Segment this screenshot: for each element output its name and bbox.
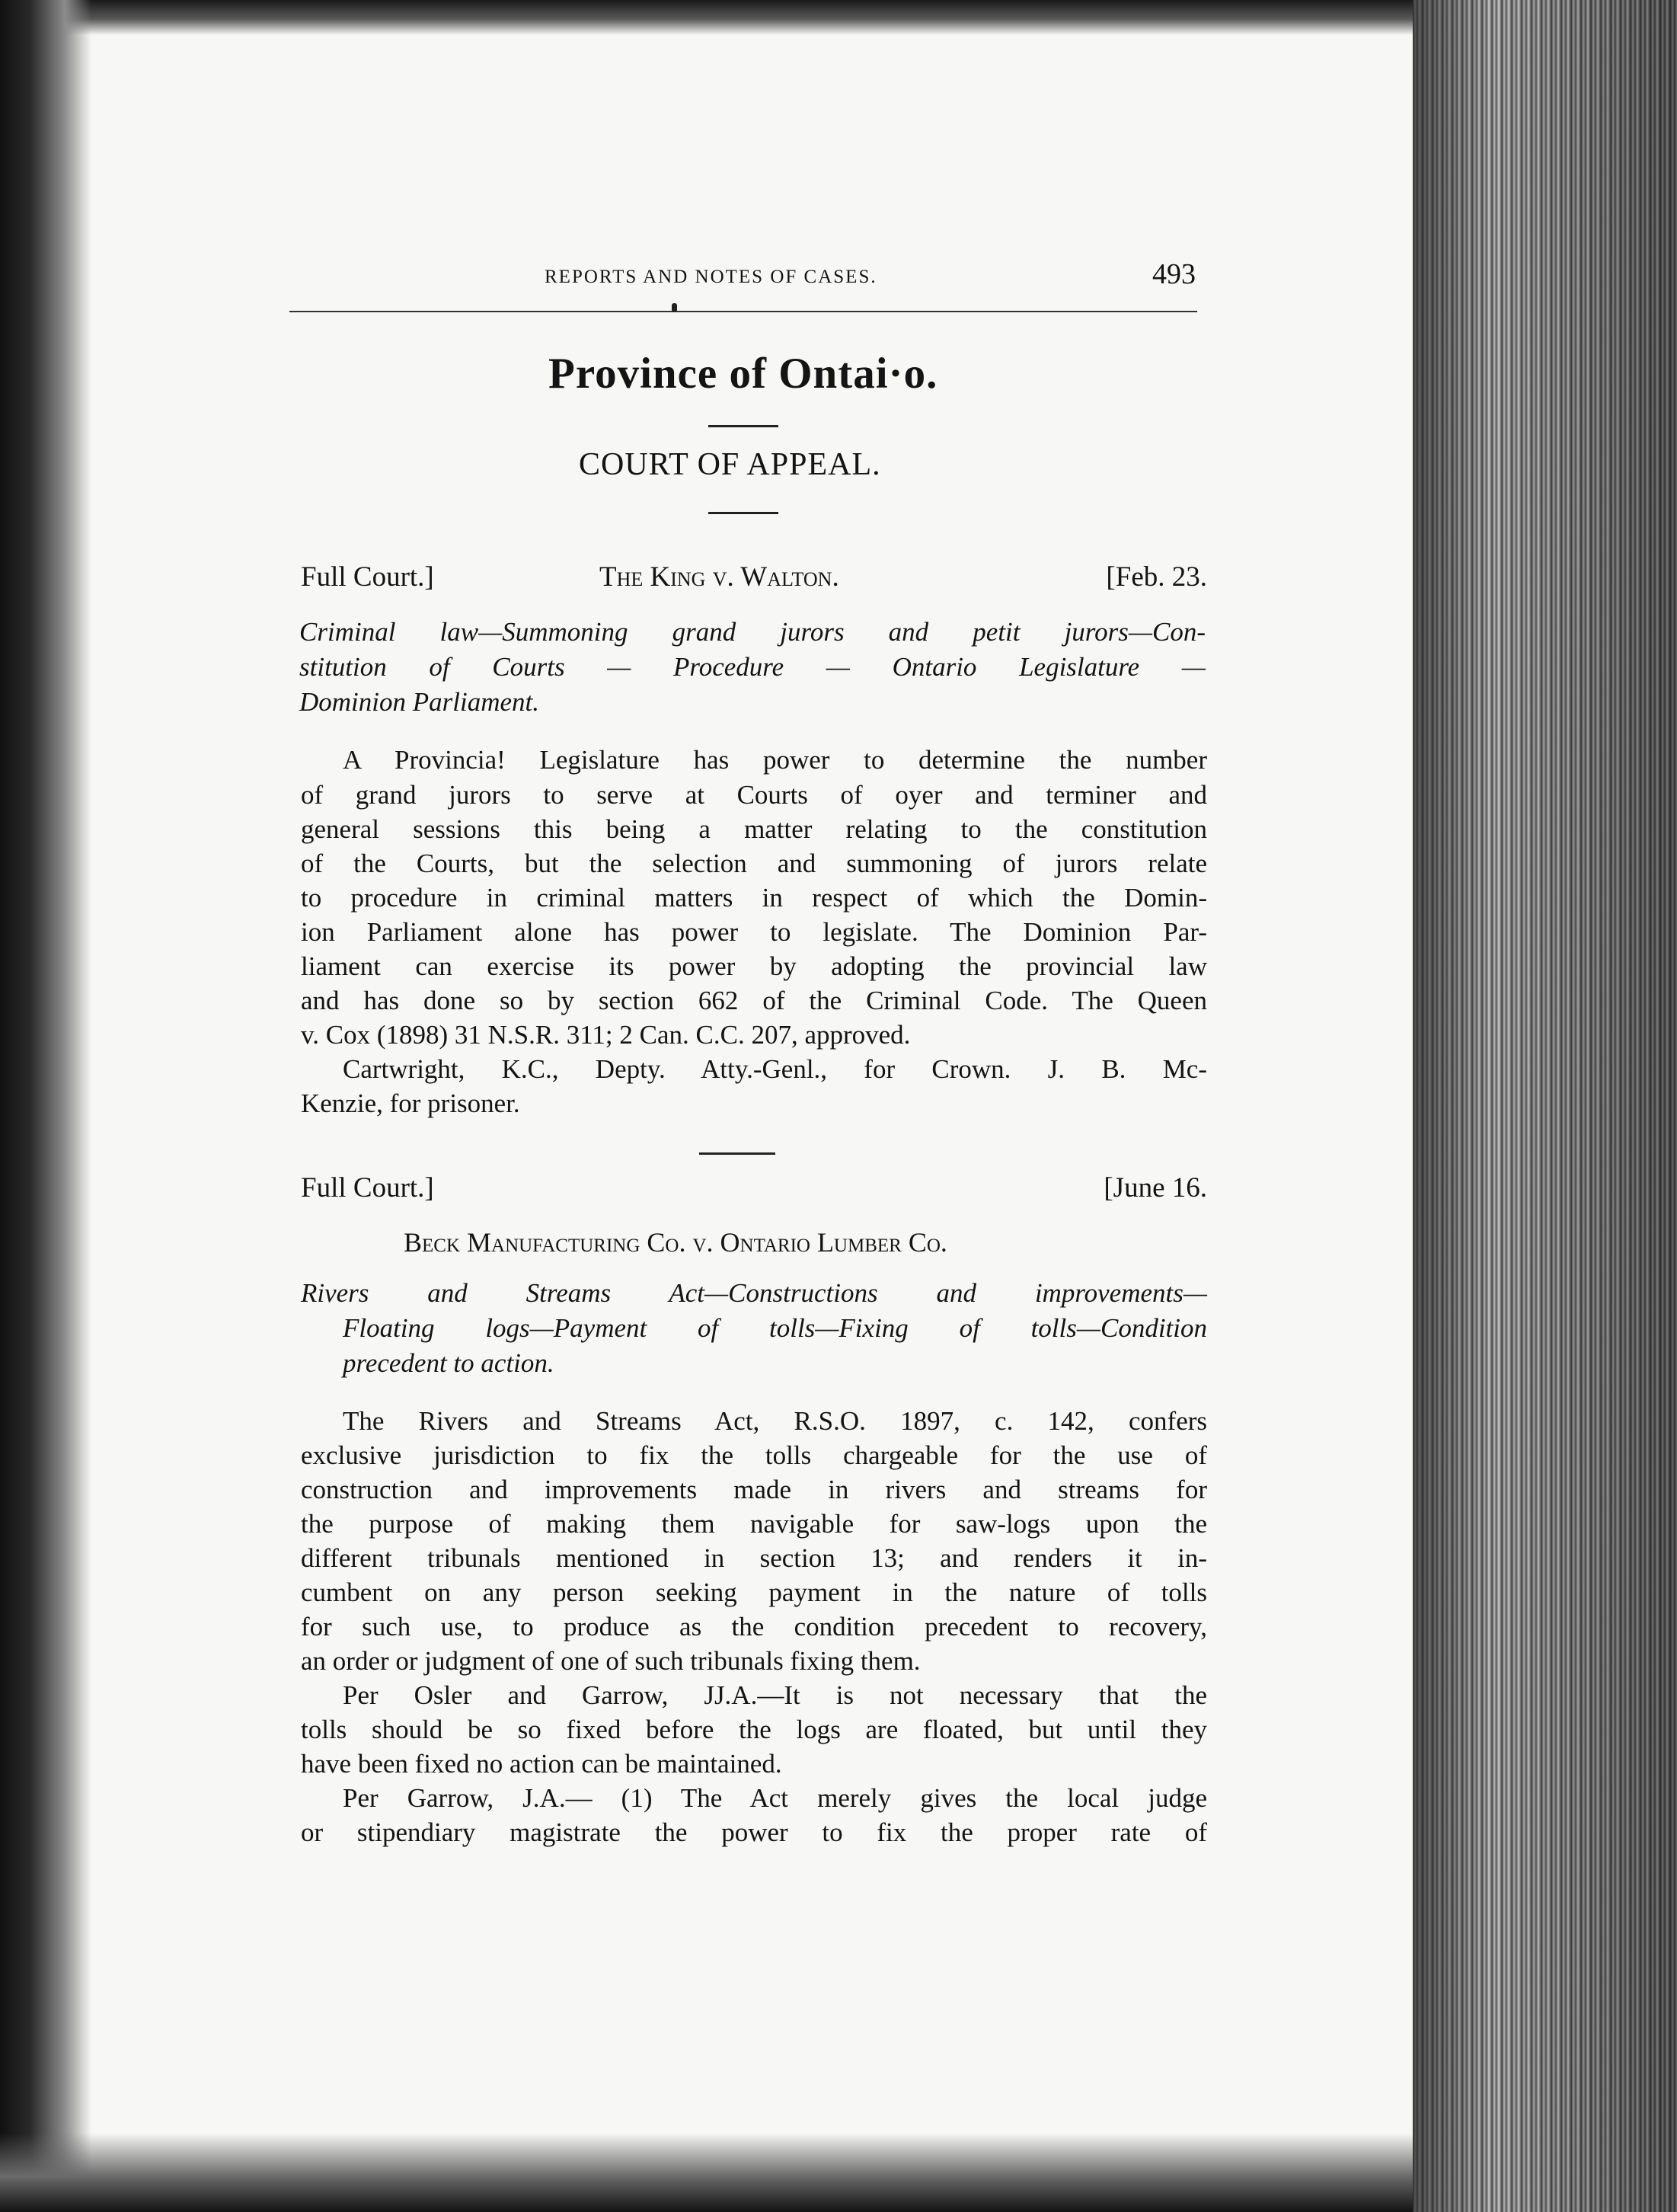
case-separator-rule — [699, 1152, 775, 1155]
case1-counsel-line: Cartwright, K.C., Depty. Atty.-Genl., for Crown. J. B. Mc- — [343, 1054, 1207, 1084]
scan-left-edge — [0, 0, 91, 2212]
province-heading: Province of Ontai·o. — [548, 350, 938, 398]
book-page-edges-shade — [1413, 0, 1677, 2212]
case1-body-line: of grand jurors to serve at Courts of oyer and terminer and — [301, 780, 1207, 810]
case2-osler-line: Per Osler and Garrow, JJ.A.—It is not necessary that the — [343, 1680, 1207, 1710]
case1-body-line: A Provincia! Legislature has power to determine the number — [343, 745, 1207, 775]
court-heading: COURT OF APPEAL. — [579, 447, 881, 482]
case2-garrow-line: or stipendiary magistrate the power to fix the proper rate of — [301, 1817, 1207, 1847]
case1-headnote-line: stitution of Courts — Procedure — Ontario Legislature — — [299, 652, 1206, 682]
case2-headnote-line: Floating logs—Payment of tolls—Fixing of tolls—Condition — [343, 1313, 1207, 1343]
case1-title: The King v. Walton. — [599, 561, 839, 593]
section-rule — [708, 512, 778, 514]
case1-counsel-line: Kenzie, for prisoner. — [301, 1088, 520, 1118]
case1-body-line: ion Parliament alone has power to legislate. The Dominion Par- — [301, 917, 1207, 947]
case1-headnote-line: Criminal law—Summoning grand jurors and petit jurors—Con- — [299, 617, 1206, 647]
case2-body-line: cumbent on any person seeking payment in the nature of tolls — [301, 1577, 1207, 1607]
header-rule-mark — [672, 303, 677, 312]
case2-osler-line: tolls should be so fixed before the logs are floated, but until they — [301, 1715, 1207, 1744]
case2-garrow-line: Per Garrow, J.A.— (1) The Act merely gives the local judge — [343, 1783, 1207, 1813]
header-rule — [289, 311, 1197, 312]
case1-body-line: and has done so by section 662 of the Criminal Code. The Queen — [301, 986, 1207, 1015]
case1-headnote-line: Dominion Parliament. — [299, 687, 539, 717]
running-title: REPORTS AND NOTES OF CASES. — [545, 267, 877, 287]
case1-body-line: to procedure in criminal matters in respect of which the Domin- — [301, 883, 1207, 913]
case2-body-line: the purpose of making them navigable for saw-logs upon the — [301, 1509, 1207, 1539]
case1-caption — [301, 561, 1207, 596]
case2-body-line: exclusive jurisdiction to fix the tolls chargeable for the use of — [301, 1440, 1207, 1470]
section-rule — [708, 425, 778, 427]
page-number: 493 — [1152, 258, 1196, 290]
case1-body-line: v. Cox (1898) 31 N.S.R. 311; 2 Can. C.C. 207, approved. — [301, 1020, 911, 1050]
running-head — [301, 258, 1196, 303]
case2-body-line: for such use, to produce as the condition precedent to recovery, — [301, 1612, 1207, 1641]
case1-body-line: liament can exercise its power by adopting the provincial law — [301, 951, 1207, 981]
case2-title: Beck Manufacturing Co. v. Ontario Lumber Co. — [404, 1227, 947, 1258]
case2-body-line: The Rivers and Streams Act, R.S.O. 1897, c. 142, confers — [343, 1406, 1207, 1436]
case2-caption — [301, 1172, 1207, 1207]
case2-headnote-line: Rivers and Streams Act—Constructions and improvements— — [301, 1278, 1207, 1308]
case1-date: [Feb. 23. — [1106, 561, 1207, 593]
case2-body-line: an order or judgment of one of such tribunals fixing them. — [301, 1646, 921, 1676]
case2-body-line: construction and improvements made in rivers and streams for — [301, 1475, 1207, 1504]
case2-body-line: different tribunals mentioned in section 13; and renders it in- — [301, 1543, 1207, 1573]
case1-body-line: of the Courts, but the selection and summoning of jurors relate — [301, 849, 1207, 878]
case2-osler-line: have been fixed no action can be maintained. — [301, 1749, 782, 1779]
case1-bench: Full Court.] — [301, 561, 434, 593]
case1-body-line: general sessions this being a matter relating to the constitution — [301, 814, 1207, 844]
case2-headnote-line: precedent to action. — [343, 1348, 554, 1378]
case2-date: [June 16. — [1104, 1172, 1207, 1203]
case2-bench: Full Court.] — [301, 1172, 434, 1203]
